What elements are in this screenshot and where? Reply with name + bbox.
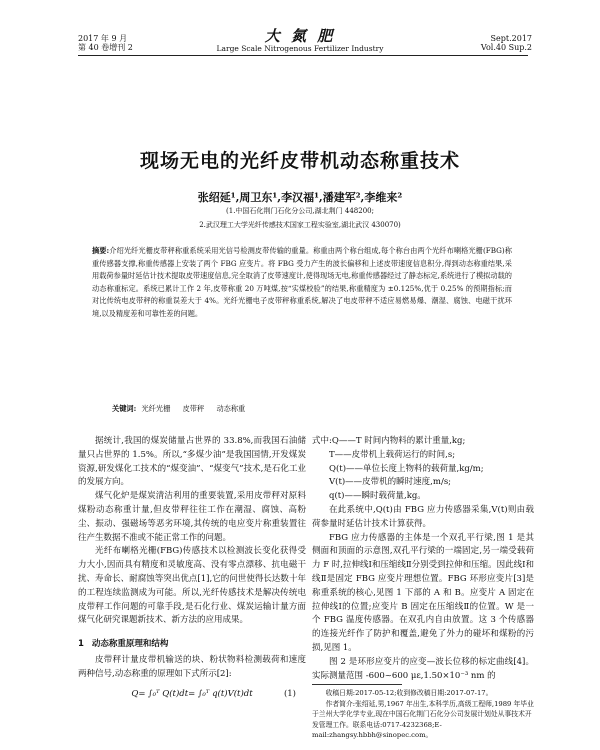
body-left-column bbox=[78, 435, 306, 703]
keyword: 动态称重 bbox=[216, 404, 246, 413]
keywords-label: 关键词: bbox=[112, 404, 137, 413]
issue-date: 2017 年 9 月 bbox=[78, 34, 128, 43]
variable-definition: q(t)——瞬时载荷量,kg。 bbox=[329, 491, 426, 502]
abstract bbox=[92, 245, 512, 321]
issue-date-english: Sept.2017 bbox=[490, 34, 532, 43]
keyword: 皮带秤 bbox=[182, 404, 205, 413]
body-paragraph: 煤气化炉是煤炭清洁利用的重要装置,采用皮带秤对原料煤粉动态称重计量,但皮带秤往往工作在潮湿、腐蚀、高粉尘、振动、强磁场等恶劣环境,其传统的电应变片称重装置往往产生数据不准或不能正常工作的问题。 bbox=[78, 491, 306, 543]
abstract-text: 介绍光纤光栅皮带秤称重系统采用光信号检测皮带传输的重量。称重由两个称台组成,每个称台由两个光纤布喇格光栅(FBG)称重传感器支撑,称重传感器上安装了两个 FBG 应变片。将 FBG 受力产生的波长偏移和上述皮带速度信息积分,得到动态称重结果,采用载荷参量时延估计技术提取皮带速度信息,完全取消了皮带速度计,使得现场无电,称重传感器经过了静态标定,系统进行了模拟动载的动态称重标定。系统已累计工作 2 年,皮带称重 20 万吨煤,按“实煤校验”的结果,称重精度为 ±0.125%,优于 0.25% 的预期指标;而对比传统电皮带秤的称重误差大于 4%。光纤光栅电子皮带秤称重系统,解决了电皮带秤不适应易燃易爆、潮湿、腐蚀、电磁干扰环境,以及精度差和可靠性差的问题。 bbox=[92, 246, 512, 318]
volume-issue-english: Vol.40 Sup.2 bbox=[480, 43, 532, 52]
affiliation-2: 2.武汉理工大学光纤传感技术国家工程实验室,湖北武汉 430070) bbox=[199, 221, 401, 229]
received-dates: 收稿日期:2017-05-12;收到修改稿日期:2017-07-17。 bbox=[325, 689, 493, 697]
variable-intro: 式中:Q——T 时间内物料的累计重量,kg; bbox=[312, 436, 466, 446]
body-paragraph: 光纤布喇格光栅(FBG)传感技术以检测波长变化获得受力大小,因而具有精度和灵敏度高、没有零点漂移、抗电磁干扰、寿命长、耐腐蚀等突出优点[1],它的问世使得长达数十年的工程连续监测成为可能。所以,光纤传感技术是解决传统电皮带秤工作问题的可靠手段,是石化行业、煤炭运输计量方面煤气化研究课题新技术、新方法的应用成果。 bbox=[78, 546, 306, 626]
body-paragraph: FBG 应力传感器的主体是一个双孔平行梁,图 1 是其侧面和顶面的示意图,双孔平行梁的一端固定,另一端受载荷力 F 时,拉伸线Ⅰ和压缩线Ⅱ分别受到拉伸和压缩。因此线Ⅰ和线Ⅱ是固定 FBG 应变片理想位置。FBG 环形应变片[3]是称重系统的核心,见图 1 下部的 A 和 B。应变片 A 固定在拉伸线Ⅰ的位置;应变片 B 固定在压缩线Ⅱ的位置。W 是一个 FBG 温度传感器。在双孔内自由放置。这 3 个传感器的连接光纤作了防护和覆盖,避免了外力的碰坏和煤粉的污损,见图 1。 bbox=[312, 532, 534, 653]
volume-issue: 第 40 卷增刊 2 bbox=[78, 43, 133, 52]
section-heading bbox=[78, 638, 306, 652]
header-rule bbox=[78, 55, 528, 56]
equation-number: (1) bbox=[283, 688, 296, 699]
footnote-rule bbox=[312, 684, 402, 685]
section-number: 1 bbox=[78, 639, 84, 650]
abstract-label: 摘要: bbox=[92, 246, 110, 255]
keyword: 光纤光栅 bbox=[141, 404, 171, 413]
equation-1 bbox=[78, 688, 306, 702]
footnote bbox=[312, 688, 534, 741]
variable-definition: V(t)——皮带机的瞬时速度,m/s; bbox=[329, 477, 452, 488]
body-paragraph: 图 2 是环形应变片的应变—波长位移的标定曲线[4]。实际测量范围 -600~600 με,1.50×10⁻³ nm 的 bbox=[312, 656, 534, 681]
body-paragraph: 在此系统中,Q(t)由 FBG 应力传感器采集,V(t)则由载荷参量时延估计技术计算获得。 bbox=[312, 504, 534, 529]
author-bio: 作者简介:张绍延,男,1967 年出生,本科学历,高级工程师,1989 年毕业于兰州大学化学专业,现在中国石化荆门石化分公司发展计划处从事技术开发管理工作。联系电话:0717-4232368;E-mail:zhangsy.hbbh@sinopec.com。 bbox=[312, 699, 534, 739]
author-list: 张绍延¹,周卫东¹,李汉福¹,潘建军²,李维来² bbox=[197, 191, 403, 204]
article-title: 现场无电的光纤皮带机动态称重技术 bbox=[139, 150, 460, 172]
issue-date-english-block bbox=[481, 34, 532, 52]
variable-definition: T——皮带机上载荷运行的时间,s; bbox=[329, 449, 456, 460]
body-right-column bbox=[312, 435, 534, 683]
keywords bbox=[112, 404, 512, 414]
affiliation-1: (1.中国石化荆门石化分公司,湖北荆门 448200; bbox=[226, 207, 374, 215]
journal-logo: 大 氮 肥 bbox=[264, 27, 336, 45]
body-paragraph: 皮带秤计量皮带机输送的块、粉状物料检测载荷和速度两种信号,动态称重的原理如下式所示[2]: bbox=[78, 654, 306, 679]
section-title: 动态称重原理和结构 bbox=[91, 639, 169, 650]
journal-english-title: Large Scale Nitrogenous Fertilizer Industry bbox=[216, 44, 384, 53]
body-paragraph: 据统计,我国的煤炭储量占世界的 33.8%,而我国石油储量只占世界的 1.5%。所以,“多煤少油”是我国国情,开发煤炭资源,研发煤化工技术的“煤变油”、“煤变气”技术,是石化工业的发展方向。 bbox=[78, 436, 306, 488]
variable-definition: Q(t)——单位长度上物料的载荷量,kg/m; bbox=[329, 463, 484, 474]
equation-expression: Q= ∫₀ᵀ Q(t)dt= ∫₀ᵀ q(t)V(t)dt bbox=[131, 688, 253, 699]
